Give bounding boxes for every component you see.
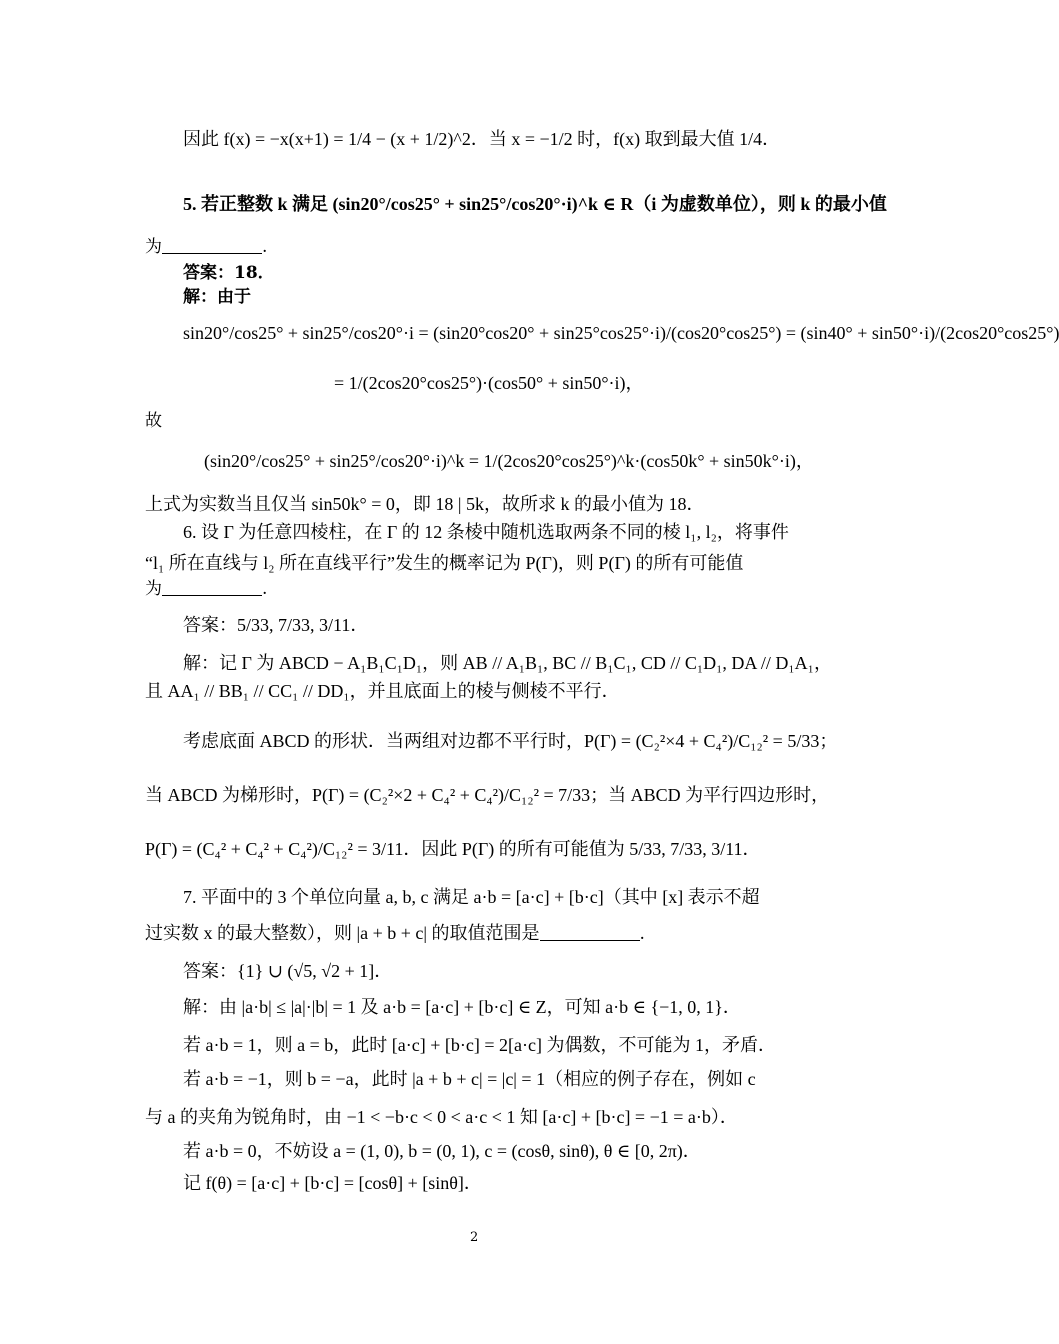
- line-1: 因此 f(x) = −x(x+1) = 1/4 − (x + 1/2)^2．当 x = −1/2 时，f(x) 取到最大值 1/4．: [183, 129, 781, 149]
- equation-1: sin20°/cos25° + sin25°/cos20°·i = (sin20°cos20° + sin25°cos25°·i)/(cos20°cos25°) = (sin40° + sin50°·i)/(2cos20°cos25°): [183, 323, 1059, 343]
- equation-2: = 1/(2cos20°cos25°)·(cos50° + sin50°·i)，: [334, 373, 644, 393]
- solution-7-3: 若 a·b = −1，则 b = −a，此时 |a + b + c| = |c| = 1（相应的例子存在，例如 c: [183, 1069, 756, 1089]
- solution-5-label: 解：由于: [183, 287, 251, 307]
- problem-6: 6. 设 Γ 为任意四棱柱，在 Γ 的 12 条棱中随机选取两条不同的棱 l₁, l₂，将事件: [183, 522, 789, 542]
- solution-7-1: 解：由 |a·b| ≤ |a|·|b| = 1 及 a·b = [a·c] + [b·c] ∈ Z，可知 a·b ∈ {−1, 0, 1}．: [183, 997, 741, 1017]
- problem-6-cont: “l₁ 所在直线与 l₂ 所在直线平行”发生的概率记为 P(Γ)，则 P(Γ) 的所有可能值: [145, 553, 744, 573]
- page-number: 2: [470, 1230, 479, 1245]
- solution-6-5: P(Γ) = (C₄² + C₄² + C₄²)/C₁₂² = 3/11．因此 P(Γ) 的所有可能值为 5/33, 7/33, 3/11．: [145, 839, 761, 859]
- answer-5: 答案：18．: [183, 263, 275, 283]
- blank-prefix-6: 为: [145, 579, 162, 599]
- problem-7: 7. 平面中的 3 个单位向量 a, b, c 满足 a·b = [a·c] + [b·c]（其中 [x] 表示不超: [183, 887, 760, 907]
- problem-7-cont: 过实数 x 的最大整数），则 |a + b + c| 的取值范围是 .: [145, 923, 645, 944]
- answer-6: 答案：5/33, 7/33, 3/11．: [183, 615, 369, 635]
- solution-6-3: 考虑底面 ABCD 的形状．当两组对边都不平行时，P(Γ) = (C₂²×4 + C₄²)/C₁₂² = 5/33；: [183, 731, 838, 751]
- solution-7-5: 若 a·b = 0，不妨设 a = (1, 0), b = (0, 1), c = (cosθ, sinθ), θ ∈ [0, 2π)．: [183, 1141, 701, 1161]
- solution-6-4: 当 ABCD 为梯形时，P(Γ) = (C₂²×2 + C₄² + C₄²)/C₁₂² = 7/33；当 ABCD 为平行四边形时，: [145, 785, 830, 805]
- solution-7-4: 与 a 的夹角为锐角时，由 −1 < −b·c < 0 < a·c < 1 知 [a·c] + [b·c] = −1 = a·b）．: [145, 1107, 738, 1127]
- answer-blank-7: [540, 924, 640, 941]
- answer-7: 答案：{1} ∪ (√5, √2 + 1]．: [183, 961, 393, 981]
- conclusion-5: 上式为实数当且仅当 sin50k° = 0，即 18 | 5k，故所求 k 的最小值为 18．: [145, 494, 705, 514]
- solution-6-2: 且 AA₁ // BB₁ // CC₁ // DD₁，并且底面上的棱与侧棱不平行．: [145, 681, 620, 701]
- blank-line-6: 为 .: [145, 579, 268, 599]
- answer-blank: [162, 237, 262, 254]
- problem-7-text: 过实数 x 的最大整数），则 |a + b + c| 的取值范围是: [145, 923, 540, 943]
- solution-6-1: 解：记 Γ 为 ABCD − A₁B₁C₁D₁，则 AB // A₁B₁, BC // B₁C₁, CD // C₁D₁, DA // D₁A₁，: [183, 653, 832, 673]
- solution-7-6: 记 f(θ) = [a·c] + [b·c] = [cosθ] + [sinθ]．: [183, 1173, 482, 1193]
- therefore: 故: [145, 411, 162, 431]
- equation-3: (sin20°/cos25° + sin25°/cos20°·i)^k = 1/(2cos20°cos25°)^k·(cos50k° + sin50k°·i)，: [204, 451, 814, 471]
- blank-prefix: 为: [145, 237, 162, 257]
- answer-blank-6: [162, 579, 262, 596]
- problem-5: 5. 若正整数 k 满足 (sin20°/cos25° + sin25°/cos20°·i)^k ∈ R（i 为虚数单位），则 k 的最小值: [183, 194, 887, 214]
- solution-7-2: 若 a·b = 1，则 a = b，此时 [a·c] + [b·c] = 2[a·c] 为偶数，不可能为 1，矛盾．: [183, 1035, 776, 1055]
- blank-line: 为 .: [145, 237, 268, 257]
